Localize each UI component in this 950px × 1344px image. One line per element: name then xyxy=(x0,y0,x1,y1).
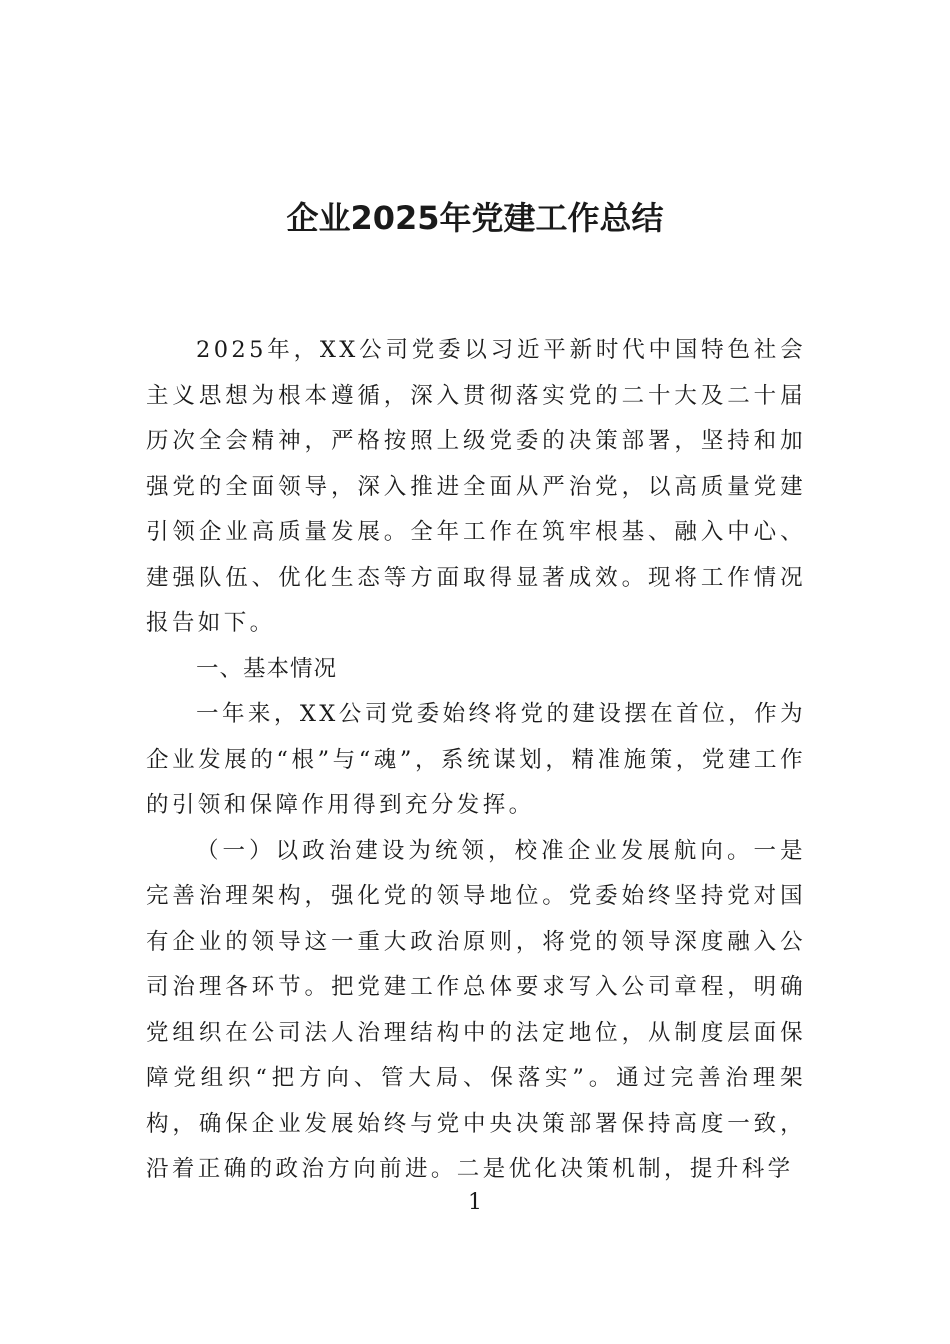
subsection-body: 一是完善治理架构，强化党的领导地位。党委始终坚持党对国有企业的领导这一重大政治原则，将党的领导深度融入公司治理各环节。把党建工作总体要求写入公司章程，明确党组织在公司法人治理结构中的法定地位，从制度层面保障党组织“把方向、管大局、保落实”。通过完善治理架构，确保企业发展始终与党中央决策部署保持高度一致，沿着正确的政治方向前进。二是优化决策机制，提升科学 xyxy=(146,837,806,1182)
subsection-paragraph xyxy=(146,829,806,1193)
subsection-heading: （一）以政治建设为统领，校准企业发展航向。 xyxy=(196,837,754,864)
section-heading-basic-situation: 一、基本情况 xyxy=(196,655,338,682)
page-number: 1 xyxy=(468,1190,482,1215)
intro-paragraph: 2025年，XX公司党委以习近平新时代中国特色社会主义思想为根本遵循，深入贯彻落实党的二十大及二十届历次全会精神，严格按照上级党委的决策部署，坚持和加强党的全面领导，深入推进全面从严治党，以高质量党建引领企业高质量发展。全年工作在筑牢根基、融入中心、建强队伍、优化生态等方面取得显著成效。现将工作情况报告如下。 xyxy=(146,337,806,636)
section-paragraph: 一年来，XX公司党委始终将党的建设摆在首位，作为企业发展的“根”与“魂”，系统谋划，精准施策，党建工作的引领和保障作用得到充分发挥。 xyxy=(146,701,806,818)
document-title: 企业2025年党建工作总结 xyxy=(286,199,664,237)
document-body xyxy=(146,328,806,1193)
